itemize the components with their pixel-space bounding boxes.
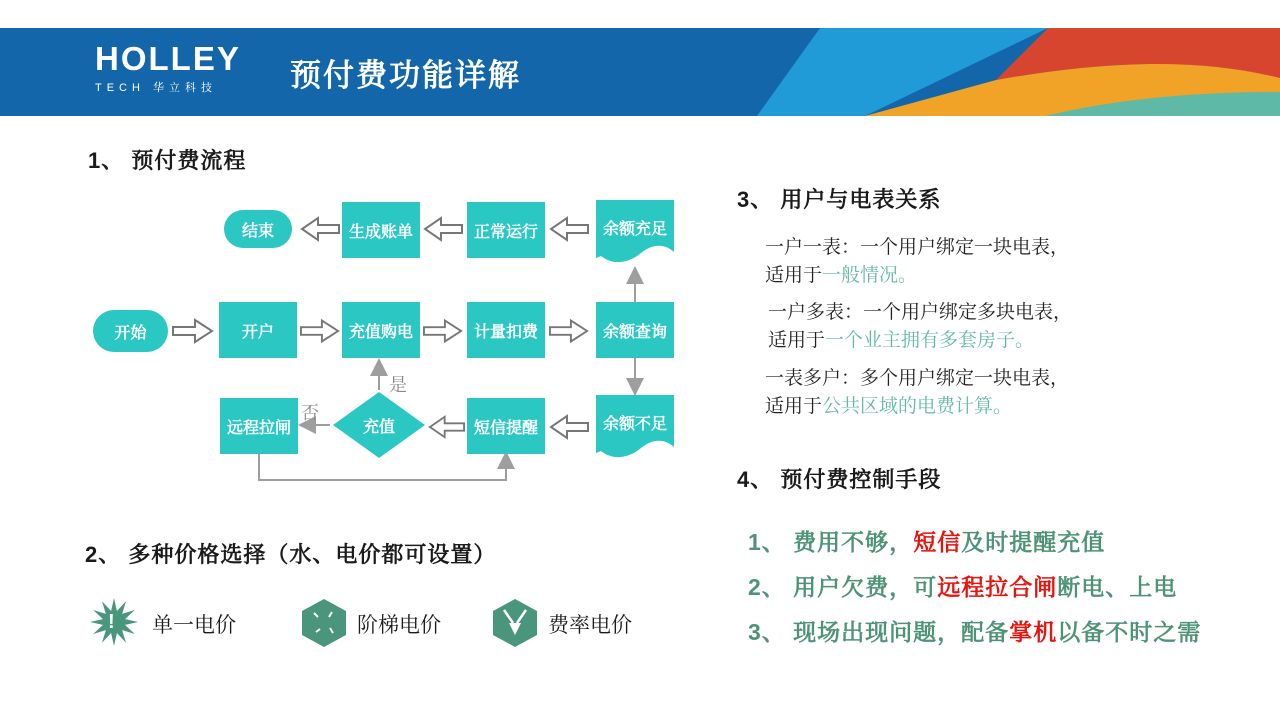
section1-heading: 1、 预付费流程 bbox=[88, 148, 247, 173]
price-option-label: 单一电价 bbox=[152, 614, 236, 637]
flow-node-label: 余额充足 bbox=[602, 220, 667, 238]
flow-node-open-account: 开户 bbox=[219, 302, 297, 358]
flow-node-balance-low bbox=[596, 395, 674, 463]
flow-node-sms-remind: 短信提醒 bbox=[467, 398, 545, 454]
flow-node-label: 余额不足 bbox=[602, 415, 667, 433]
control-item bbox=[748, 569, 1177, 602]
flow-node-generate-bill: 生成账单 bbox=[342, 202, 420, 258]
flow-node-end: 结束 bbox=[224, 210, 292, 248]
paragraph-highlight: 公共区域的电费计算。 bbox=[822, 396, 1013, 417]
arrow-right-icon bbox=[300, 318, 340, 344]
burst-icon-glyph: ! bbox=[108, 611, 115, 633]
relation-paragraph bbox=[768, 299, 1090, 355]
flow-node-normal-run: 正常运行 bbox=[467, 202, 545, 258]
flow-node-start: 开始 bbox=[93, 310, 168, 352]
control-text: 1、 费用不够， bbox=[748, 529, 914, 555]
paragraph-text: 一户一表：一个用户绑定一块电表，适用于 bbox=[765, 237, 1070, 286]
control-text: 及时提醒充值 bbox=[961, 529, 1106, 555]
control-text: 以备不时之需 bbox=[1057, 619, 1202, 645]
arrow-right-icon bbox=[423, 318, 463, 344]
paragraph-text: 一表多户：多个用户绑定一块电表，适用于 bbox=[765, 368, 1070, 417]
price-option-label: 阶梯电价 bbox=[357, 614, 441, 637]
branch-no-label: 否 bbox=[301, 403, 319, 423]
control-item bbox=[748, 614, 1201, 647]
flow-node-label: 充值 bbox=[362, 418, 395, 436]
section2-heading: 2、 多种价格选择（水、电价都可设置） bbox=[85, 542, 497, 567]
header-decoration-bands bbox=[640, 28, 1280, 116]
section4-heading: 4、 预付费控制手段 bbox=[737, 467, 942, 492]
logo-wordmark: HOLLEY bbox=[95, 40, 241, 77]
arrow-left-icon bbox=[549, 216, 589, 242]
control-highlight: 远程拉合闸 bbox=[937, 574, 1058, 600]
paragraph-highlight: 一般情况。 bbox=[822, 265, 918, 286]
flow-node-recharge-buy: 充值购电 bbox=[342, 302, 420, 358]
holley-logo bbox=[95, 42, 241, 95]
arrow-left-icon bbox=[549, 414, 589, 440]
control-text: 断电、上电 bbox=[1057, 574, 1178, 600]
hexagon-arrow-icon bbox=[493, 599, 537, 647]
control-text: 2、 用户欠费，可 bbox=[748, 574, 938, 600]
arrow-left-icon bbox=[300, 216, 340, 242]
control-highlight: 短信 bbox=[913, 529, 962, 555]
flow-node-remote-trip: 远程拉闸 bbox=[220, 398, 298, 454]
logo-subtitle: TECH 华立科技 bbox=[95, 82, 217, 94]
relation-paragraph bbox=[765, 234, 1087, 290]
control-item bbox=[748, 524, 1105, 557]
price-option-label: 费率电价 bbox=[548, 614, 632, 637]
control-text: 3、 现场出现问题，配备 bbox=[748, 619, 1010, 645]
flow-node-metering: 计量扣费 bbox=[467, 302, 545, 358]
arrow-left-icon bbox=[423, 216, 463, 242]
arrow-right-icon bbox=[549, 318, 589, 344]
arrow-right-icon bbox=[172, 318, 214, 344]
flow-node-balance-query: 余额查询 bbox=[596, 302, 674, 358]
paragraph-highlight: 一个业主拥有多套房子。 bbox=[825, 330, 1035, 351]
header-bar bbox=[0, 28, 1280, 116]
branch-yes-label: 是 bbox=[389, 375, 407, 395]
flow-node-recharge-decision bbox=[333, 392, 425, 458]
relation-paragraph bbox=[765, 365, 1087, 421]
hexagon-icon bbox=[302, 599, 346, 647]
paragraph-text: 一户多表：一个用户绑定多块电表，适用于 bbox=[768, 302, 1073, 351]
section3-heading: 3、 用户与电表关系 bbox=[737, 187, 942, 212]
arrow-left-icon bbox=[428, 414, 465, 440]
flow-node-balance-enough bbox=[596, 200, 674, 268]
page-title: 预付费功能详解 bbox=[290, 58, 521, 93]
control-highlight: 掌机 bbox=[1009, 619, 1058, 645]
